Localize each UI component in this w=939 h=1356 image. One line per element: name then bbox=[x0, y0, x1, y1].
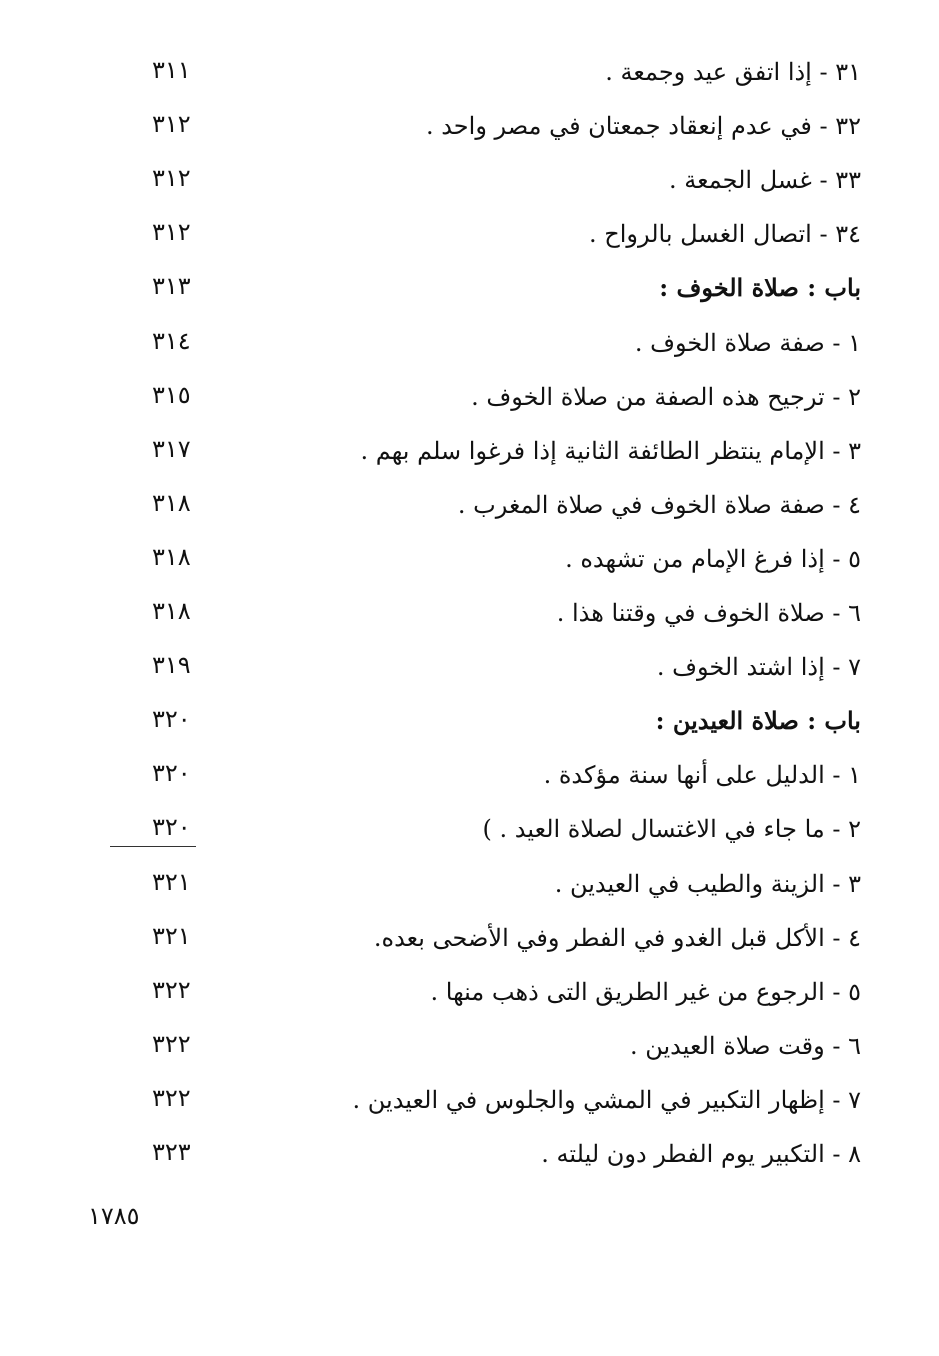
entry-page-number: ٣٢١ bbox=[152, 868, 191, 896]
toc-entry bbox=[0, 1084, 939, 1138]
toc-entry bbox=[0, 56, 939, 110]
entry-page-number: ٣١٤ bbox=[152, 327, 191, 355]
entry-page-number: ٣٢٠ bbox=[152, 759, 191, 787]
toc-section-heading bbox=[0, 705, 939, 759]
section-heading-title: باب : صلاة العيدين : bbox=[655, 706, 861, 735]
entry-page-number: ٣١٨ bbox=[152, 597, 191, 625]
toc-entry bbox=[0, 597, 939, 651]
toc-entry bbox=[0, 164, 939, 218]
entry-page-number: ٣١٨ bbox=[152, 489, 191, 517]
entry-title: ٤ - صفة صلاة الخوف في صلاة المغرب . bbox=[457, 491, 861, 519]
toc-entry bbox=[0, 1138, 939, 1192]
toc-section-heading bbox=[0, 272, 939, 326]
entry-page-number: ٣١٢ bbox=[152, 164, 191, 192]
entry-page-number: ٣١٥ bbox=[152, 381, 191, 409]
toc-entry bbox=[0, 489, 939, 543]
entry-title: ٣٤ - اتصال الغسل بالرواح . bbox=[588, 220, 861, 248]
toc-entry bbox=[0, 381, 939, 435]
section-heading-title: باب : صلاة الخوف : bbox=[659, 273, 861, 302]
entry-page-number: ٣٢٢ bbox=[152, 976, 191, 1004]
entry-title: ٣ - الإمام ينتظر الطائفة الثانية إذا فرغوا سلم بهم . bbox=[360, 437, 861, 465]
entry-page-number: ٣١١ bbox=[152, 56, 191, 84]
toc-entry bbox=[0, 218, 939, 272]
entry-page-number: ٣٢١ bbox=[152, 922, 191, 950]
entry-title: ٢ - ما جاء في الاغتسال لصلاة العيد . ) bbox=[482, 815, 861, 843]
entry-page-number: ٣٢٢ bbox=[152, 1030, 191, 1058]
entry-title: ٥ - إذا فرغ الإمام من تشهده . bbox=[565, 545, 861, 573]
handwritten-underline-mark bbox=[110, 846, 196, 847]
entry-page-number: ٣١٢ bbox=[152, 110, 191, 138]
toc-entry bbox=[0, 868, 939, 922]
entry-title: ٧ - إذا اشتد الخوف . bbox=[656, 653, 861, 681]
toc-entry bbox=[0, 922, 939, 976]
entry-title: ١ - الدليل على أنها سنة مؤكدة . bbox=[543, 761, 861, 789]
entry-page-number: ٣١٨ bbox=[152, 543, 191, 571]
entry-page-number: ٣١٣ bbox=[152, 272, 191, 300]
entry-title: ٢ - ترجيح هذه الصفة من صلاة الخوف . bbox=[471, 383, 861, 411]
toc-entry bbox=[0, 435, 939, 489]
toc-entry bbox=[0, 976, 939, 1030]
page-folio-number: ١٧٨٥ bbox=[88, 1202, 140, 1230]
entry-title: ١ - صفة صلاة الخوف . bbox=[634, 329, 861, 357]
entry-page-number: ٣١٩ bbox=[152, 651, 191, 679]
toc-entry bbox=[0, 651, 939, 705]
toc-entry bbox=[0, 1030, 939, 1084]
toc-entry bbox=[0, 759, 939, 813]
entry-page-number: ٣٢٣ bbox=[152, 1138, 191, 1166]
toc-entry bbox=[0, 813, 939, 867]
entry-page-number: ٣٢٠ bbox=[152, 705, 191, 733]
entry-title: ٥ - الرجوع من غير الطريق التى ذهب منها . bbox=[430, 978, 861, 1006]
entry-page-number: ٣٢٠ bbox=[152, 813, 191, 841]
entry-title: ٣ - الزينة والطيب في العيدين . bbox=[554, 870, 861, 898]
entry-page-number: ٣١٧ bbox=[152, 435, 191, 463]
entry-title: ٦ - وقت صلاة العيدين . bbox=[629, 1032, 861, 1060]
toc-entry bbox=[0, 327, 939, 381]
entry-title: ٤ - الأكل قبل الغدو في الفطر وفي الأضحى بعده. bbox=[373, 924, 861, 952]
toc-entry bbox=[0, 110, 939, 164]
entry-title: ٧ - إظهار التكبير في المشي والجلوس في العيدين . bbox=[352, 1086, 861, 1114]
entry-page-number: ٣٢٢ bbox=[152, 1084, 191, 1112]
entry-title: ٣٣ - غسل الجمعة . bbox=[669, 166, 861, 194]
entry-title: ٦ - صلاة الخوف في وقتنا هذا . bbox=[556, 599, 861, 627]
entry-title: ٣١ - إذا اتفق عيد وجمعة . bbox=[605, 58, 861, 86]
entry-title: ٣٢ - في عدم إنعقاد جمعتان في مصر واحد . bbox=[425, 112, 861, 140]
entry-title: ٨ - التكبير يوم الفطر دون ليلته . bbox=[541, 1140, 861, 1168]
entry-page-number: ٣١٢ bbox=[152, 218, 191, 246]
toc-entry bbox=[0, 543, 939, 597]
